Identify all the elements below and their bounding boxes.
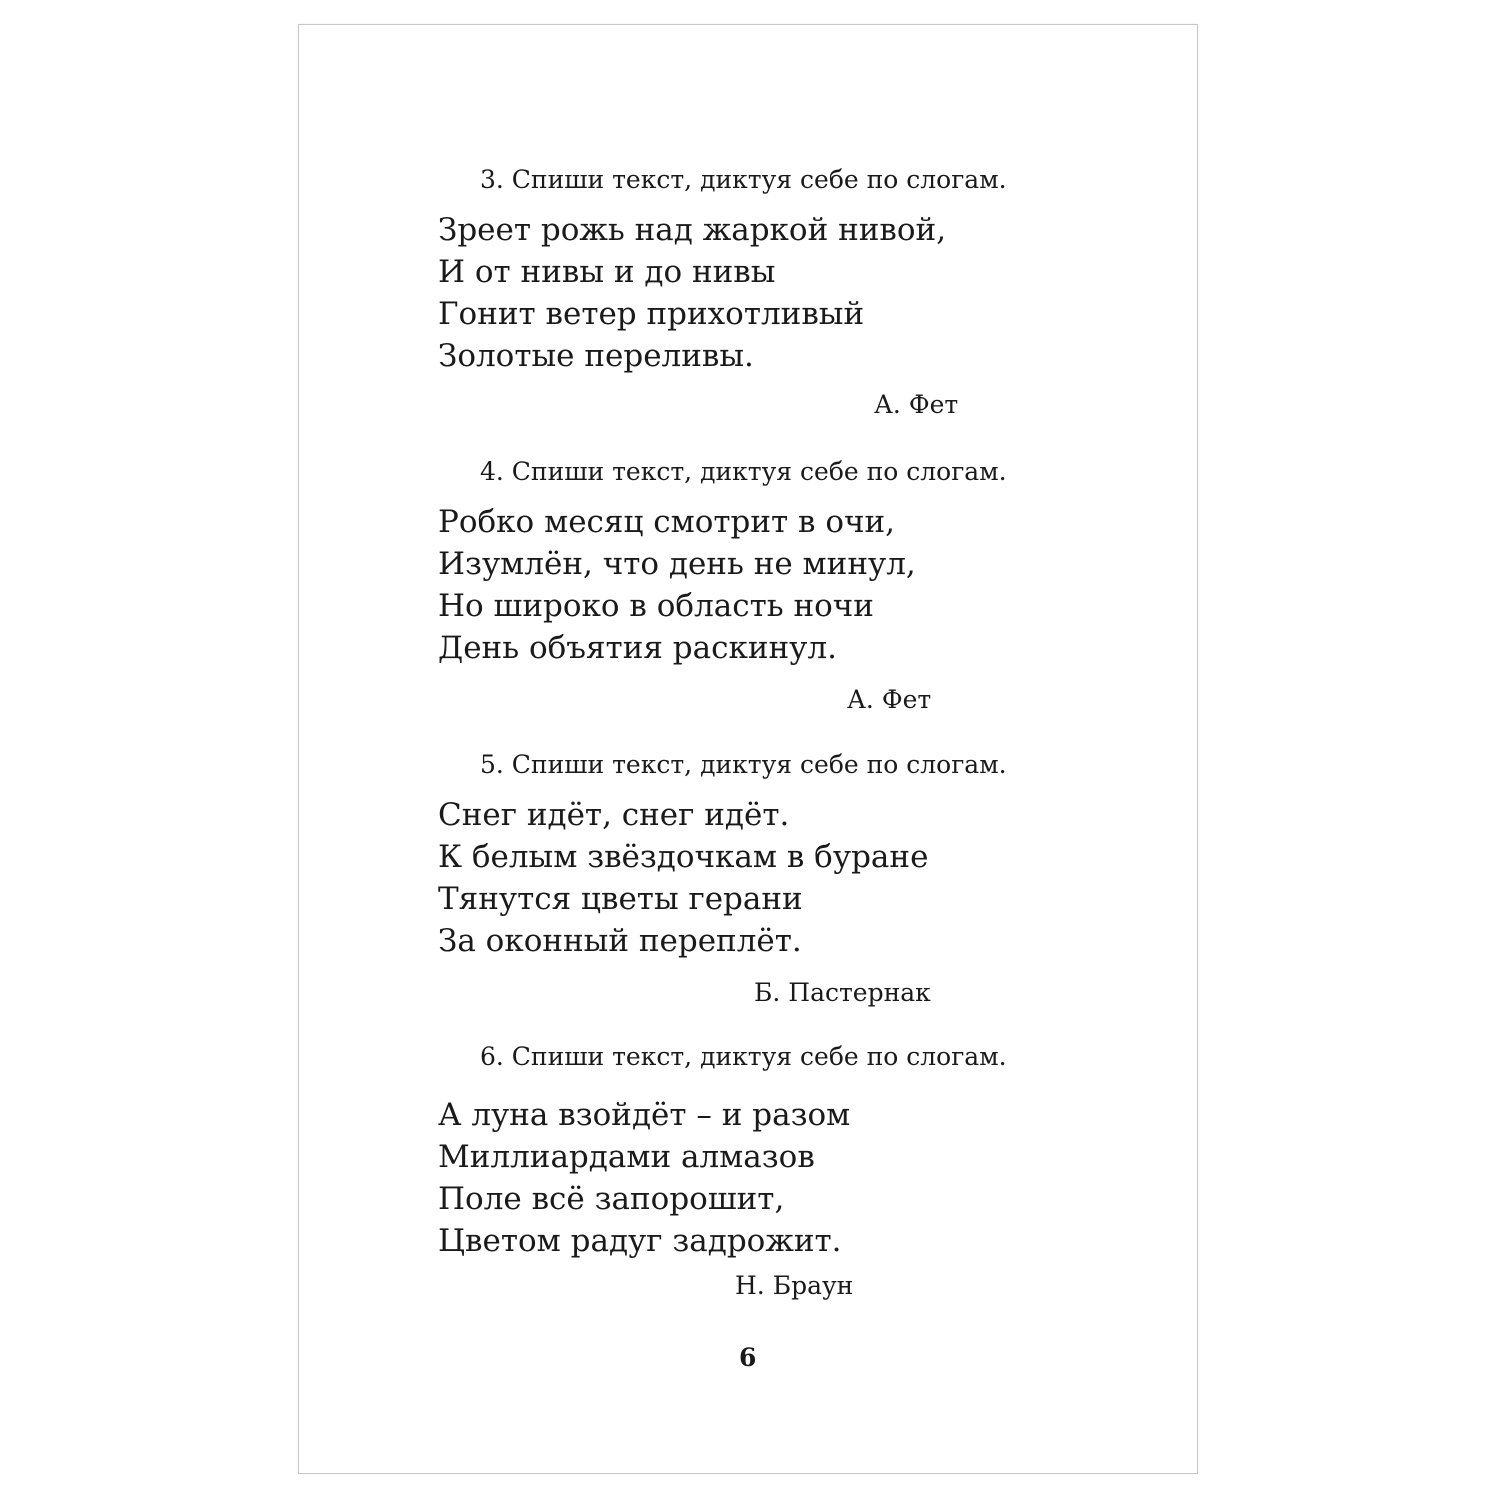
exercise-instruction: 6. Спиши текст, диктуя себе по слогам. [480,1042,1007,1071]
poem-line: А луна взойдёт – и разом [438,1097,851,1133]
exercise-instruction: 5. Спиши текст, диктуя себе по слогам. [480,750,1007,779]
poem-line: Гонит ветер прихотливый [438,296,865,332]
poem-author: А. Фет [874,390,959,419]
poem-line: Робко месяц смотрит в очи, [438,504,896,540]
poem-line: Изумлён, что день не минул, [438,546,916,582]
page-number: 6 [739,1343,757,1372]
poem [438,209,946,377]
book-page [298,24,1198,1474]
poem-author: А. Фет [847,685,932,714]
poem-line: Тянутся цветы герани [438,881,803,917]
poem-line: И от нивы и до нивы [438,254,776,290]
poem-line: Золотые переливы. [438,338,754,374]
poem-line: День объятия раскинул. [438,630,837,666]
poem-line: К белым звёздочкам в буране [438,839,929,875]
poem [438,501,916,669]
poem-line: Миллиардами алмазов [438,1139,815,1175]
poem-line: Цветом радуг задрожит. [438,1223,842,1259]
poem-line: Поле всё запорошит, [438,1181,785,1217]
poem-line: Но широко в область ночи [438,588,874,624]
poem [438,1094,850,1262]
poem-author: Б. Пастернак [754,978,931,1007]
poem-author: Н. Браун [735,1271,854,1300]
poem-line: За оконный переплёт. [438,923,802,959]
poem-line: Зреет рожь над жаркой нивой, [438,212,947,248]
poem [438,794,928,962]
poem-line: Снег идёт, снег идёт. [438,797,790,833]
exercise-instruction: 3. Спиши текст, диктуя себе по слогам. [480,165,1007,194]
exercise-instruction: 4. Спиши текст, диктуя себе по слогам. [480,457,1007,486]
